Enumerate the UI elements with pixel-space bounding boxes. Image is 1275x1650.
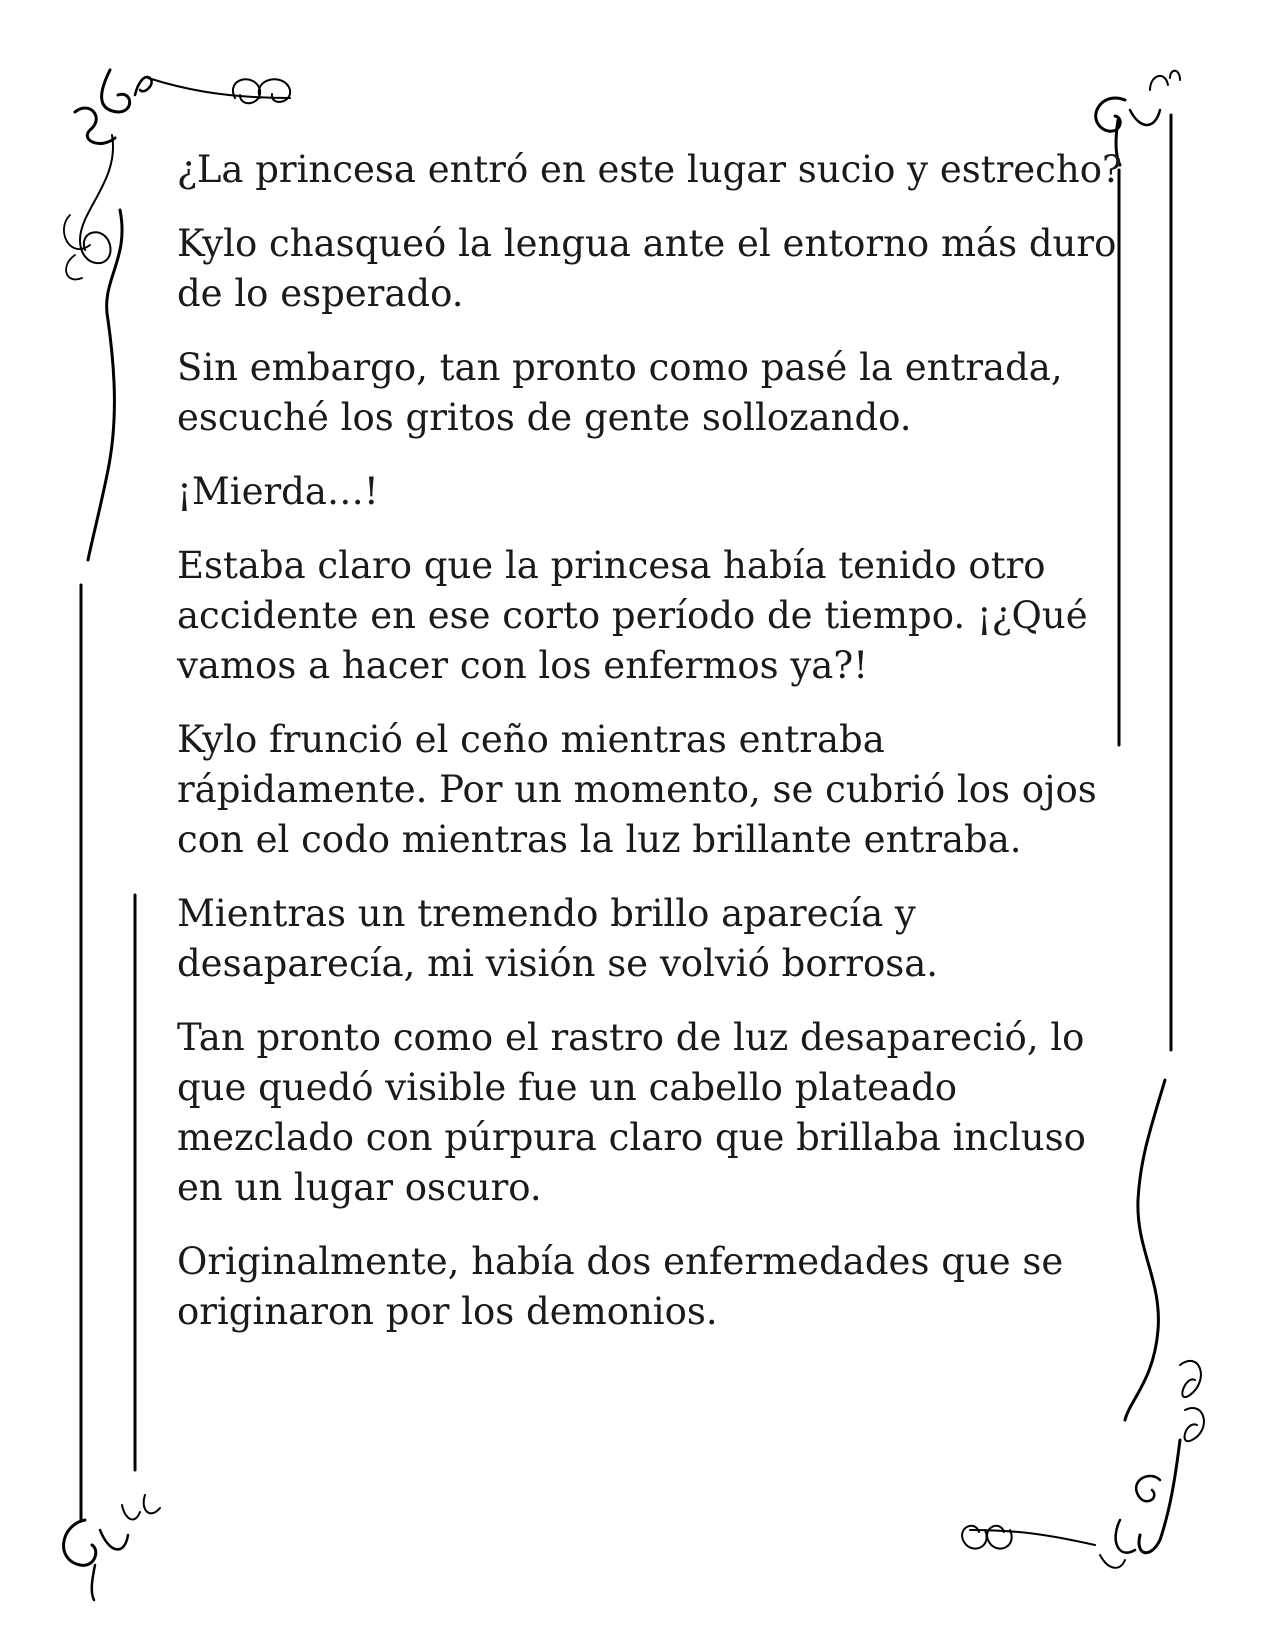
paragraph: Kylo frunció el ceño mientras entraba rápidamente. Por un momento, se cubrió los ojos con el codo mientras la luz brillante entraba. [177, 718, 1097, 861]
paragraph: Originalmente, había dos enfermedades que se originaron por los demonios. [177, 1240, 1064, 1333]
bottom-right-flourish [962, 1361, 1204, 1568]
paragraph: ¡Mierda…! [177, 470, 379, 513]
paragraph: ¿La princesa entró en este lugar sucio y estrecho? [177, 148, 1122, 191]
paragraph: Mientras un tremendo brillo aparecía y desaparecía, mi visión se volvió borrosa. [177, 892, 939, 985]
paragraph: Estaba claro que la princesa había tenido otro accidente en ese corto período de tiempo. ¡¿Qué vamos a hacer con los enfermos ya?! [177, 544, 1088, 687]
paragraph: Tan pronto como el rastro de luz desapareció, lo que quedó visible fue un cabello plateado mezclado con púrpura claro que brillaba incluso en un lugar oscuro. [177, 1016, 1086, 1209]
paragraph: Kylo chasqueó la lengua ante el entorno más duro de lo esperado. [177, 222, 1117, 315]
bottom-left-flourish [64, 1495, 160, 1600]
left-curve-line [88, 210, 122, 560]
paragraph: Sin embargo, tan pronto como pasé la entrada, escuché los gritos de gente sollozando. [177, 346, 1063, 439]
document-body [177, 145, 1137, 1361]
